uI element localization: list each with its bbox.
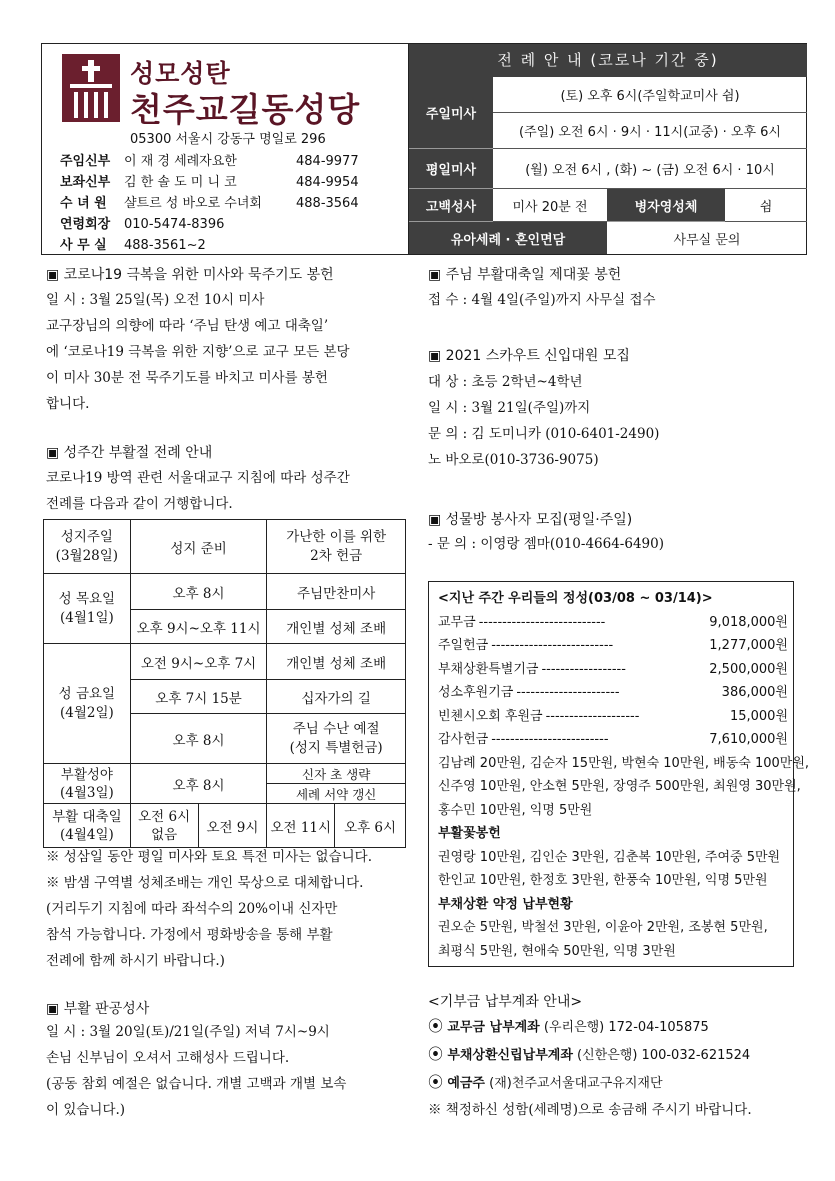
account-note: ※ 책정하신 성함(세례명)으로 송금해 주시기 바랍니다. xyxy=(428,1102,752,1118)
account-row: ⦿ 교무금 납부계좌 (우리은행) 172-04-105875 xyxy=(428,1017,709,1035)
donation-row: 주일헌금 -------------------------- 1,277,000원 xyxy=(438,638,788,653)
church-address: 05300 서울시 강동구 명일로 296 xyxy=(130,132,326,147)
donation-content: <지난 주간 우리들의 정성(03/08 ~ 03/14)> 교무금 --------------------------- 9,018,000원 주일헌금 -------------------------- 1,277,000원 부채상환특별기금 ------------------ 2,500,000원 성소후원기금 ---------------------- 386,000원 빈첸시오회 후원금 -------------------- 15,000원 감사헌금 ------------------------- 7,610,000원 김남례 20만원, 김순자 15만원, 박현숙 10만원, 배동숙 100만원, 신주영 10만원, 안소현 5만원, 장영주 500만원, 최원영 30만원, 홍수민 10만원, 익명 5만원 부활꽃봉헌 권영랑 10만원, 김인순 3만원, 김춘복 10만원, 주여중 5만원 한인교 10만원, 한정호 3만원, 한풍숙 10만원, 익명 5만원 부채상환 약정 납부현황 권오순 5만원, 박철선 3만원, 이윤아 2만원, 조봉현 5만원, 최평식 5만원, 현애숙 50만원, 익명 3만원 xyxy=(438,587,788,963)
section-body: - 문 의 : 이영랑 젬마(010-4664-6490) xyxy=(428,536,664,552)
account-row: ⦿ 예금주 (재)천주교서울대교구유지재단 xyxy=(428,1073,663,1091)
sick-communion-label: 병자영성체 xyxy=(607,189,725,222)
donation-row: 감사헌금 ------------------------- 7,610,000원 xyxy=(438,732,788,747)
table-cell: 오후 7시 15분 xyxy=(130,680,267,714)
weekday-mass: (월) 오전 6시 , (화) ~ (금) 오전 6시 · 10시 xyxy=(493,149,807,189)
table-cell: 성 목요일 (4월1일) xyxy=(44,574,131,644)
holy-week-table xyxy=(43,519,406,848)
section-body: 일 시 : 3월 25일(목) 오전 10시 미사 교구장님의 의향에 따라 ‘주님 탄생 예고 대축일’ 에 ‘코로나19 극복을 위한 지향’으로 교구 모든 본당 이 미사 30분 전 묵주기도를 바치고 미사를 봉헌 합니다. xyxy=(46,292,350,412)
table-cell: 성지주일 (3월28일) xyxy=(44,520,131,574)
table-cell: 부활 대축일 (4월4일) xyxy=(44,804,131,848)
sunday-mass-label: 주일미사 xyxy=(409,77,493,149)
table-cell: 십자가의 길 xyxy=(267,680,406,714)
section-title: ▣ 성물방 봉사자 모집(평일·주일) xyxy=(428,512,633,528)
sunday-mass-1: (토) 오후 6시(주일학교미사 쉼) xyxy=(493,77,807,113)
section-title: ▣ 성주간 부활절 전례 안내 xyxy=(46,445,213,461)
donation-row: 교무금 --------------------------- 9,018,000원 xyxy=(438,614,788,630)
table-cell: 성 금요일 (4월2일) xyxy=(44,644,131,764)
notes: ※ 성삼일 동안 평일 미사와 토요 특전 미사는 없습니다. ※ 밤샘 구역별 성체조배는 개인 묵상으로 대체합니다. (거리두기 지침에 따라 좌석수의 20%이내 신자만 참석 가능합니다. 가정에서 평화방송을 통해 부활 전례에 함께 하시기 바랍니다.) xyxy=(46,849,372,969)
table-cell: 신자 초 생략 xyxy=(267,764,406,784)
church-logo xyxy=(62,54,120,122)
section-body: 접 수 : 4월 4일(주일)까지 사무실 접수 xyxy=(428,292,656,308)
baptism-label: 유아세례 · 혼인면담 xyxy=(409,222,607,254)
section-title: ▣ 2021 스카우트 신입대원 모집 xyxy=(428,348,630,364)
account-list xyxy=(428,1013,752,1123)
church-name: 천주교길동성당 xyxy=(130,90,361,129)
table-cell: 오전 9시 xyxy=(198,804,267,848)
table-cell: 가난한 이를 위한 2차 헌금 xyxy=(267,520,406,574)
section-body: 대 상 : 초등 2학년~4학년 일 시 : 3월 21일(주일)까지 문 의 : 김 도미니카 (010-6401-2490) 노 바오로(010-3736-9075) xyxy=(428,374,660,468)
guide-title: 전 례 안 내 (코로나 기간 중) xyxy=(409,44,807,77)
church-name-top: 성모성탄 xyxy=(130,59,231,88)
weekday-mass-label: 평일미사 xyxy=(409,149,493,189)
staff-row: 사 무 실 488-3561~2 xyxy=(60,238,206,253)
account-row: ⦿ 부채상환신립납부계좌 (신한은행) 100-032-621524 xyxy=(428,1045,751,1063)
staff-row: 수 녀 원 샬트르 성 바오로 수녀회 488-3564 xyxy=(60,196,359,211)
table-cell: 오후 8시 xyxy=(130,574,267,610)
confession-label: 고백성사 xyxy=(409,189,493,222)
section-title: ▣ 주님 부활대축일 제대꽃 봉헌 xyxy=(428,267,622,283)
table-cell: 개인별 성체 조배 xyxy=(267,644,406,680)
section-title: ▣ 부활 판공성사 xyxy=(46,1001,150,1017)
table-cell: 주님 수난 예절 (성지 특별헌금) xyxy=(267,714,406,764)
table-cell: 개인별 성체 조배 xyxy=(267,610,406,644)
donation-row: 부채상환특별기금 ------------------ 2,500,000원 xyxy=(438,661,788,677)
table-cell: 오후 8시 xyxy=(130,714,267,764)
table-cell: 오전 9시~오후 7시 xyxy=(130,644,267,680)
donation-row: 성소후원기금 ---------------------- 386,000원 xyxy=(438,685,788,700)
table-cell: 오전 6시 없음 xyxy=(130,804,198,848)
donation-title: <지난 주간 우리들의 정성(03/08 ~ 03/14)> xyxy=(438,591,713,606)
donation-row: 빈첸시오회 후원금 -------------------- 15,000원 xyxy=(438,708,788,724)
sick-communion-value: 쉼 xyxy=(725,189,807,222)
table-cell: 부활성야 (4월3일) xyxy=(44,764,131,804)
table-cell: 오후 8시 xyxy=(130,764,267,804)
account-title: <기부금 납부계좌 안내> xyxy=(428,994,583,1010)
sunday-mass-2: (주일) 오전 6시 · 9시 · 11시(교중) · 오후 6시 xyxy=(493,113,807,149)
section-title: ▣ 코로나19 극복을 위한 미사와 묵주기도 봉헌 xyxy=(46,267,334,283)
section-body: 코로나19 방역 관련 서울대교구 지침에 따라 성주간 전례를 다음과 같이 거행합니다. xyxy=(46,470,350,512)
staff-row: 보좌신부 김 한 솔 도 미 니 코 484-9954 xyxy=(60,175,359,190)
table-cell: 오전 11시 xyxy=(267,804,335,848)
staff-row: 주임신부 이 재 경 세례자요한 484-9977 xyxy=(60,154,359,169)
staff-row: 연령회장 010-5474-8396 xyxy=(60,217,225,232)
confession-value: 미사 20분 전 xyxy=(493,189,607,222)
donation-list xyxy=(438,611,788,752)
table-cell: 주님만찬미사 xyxy=(267,574,406,610)
liturgy-guide xyxy=(408,44,807,254)
section-body: 일 시 : 3월 20일(토)/21일(주일) 저녁 7시~9시 손님 신부님이 오셔서 고해성사 드립니다. (공동 참회 예절은 없습니다. 개별 고백과 개별 보속 이 있습니다.) xyxy=(46,1024,347,1118)
table-cell: 오후 6시 xyxy=(335,804,406,848)
table-cell: 오후 9시~오후 11시 xyxy=(130,610,267,644)
table-cell: 성지 준비 xyxy=(130,520,267,574)
baptism-value: 사무실 문의 xyxy=(673,232,741,248)
table-cell: 세례 서약 갱신 xyxy=(267,784,406,804)
